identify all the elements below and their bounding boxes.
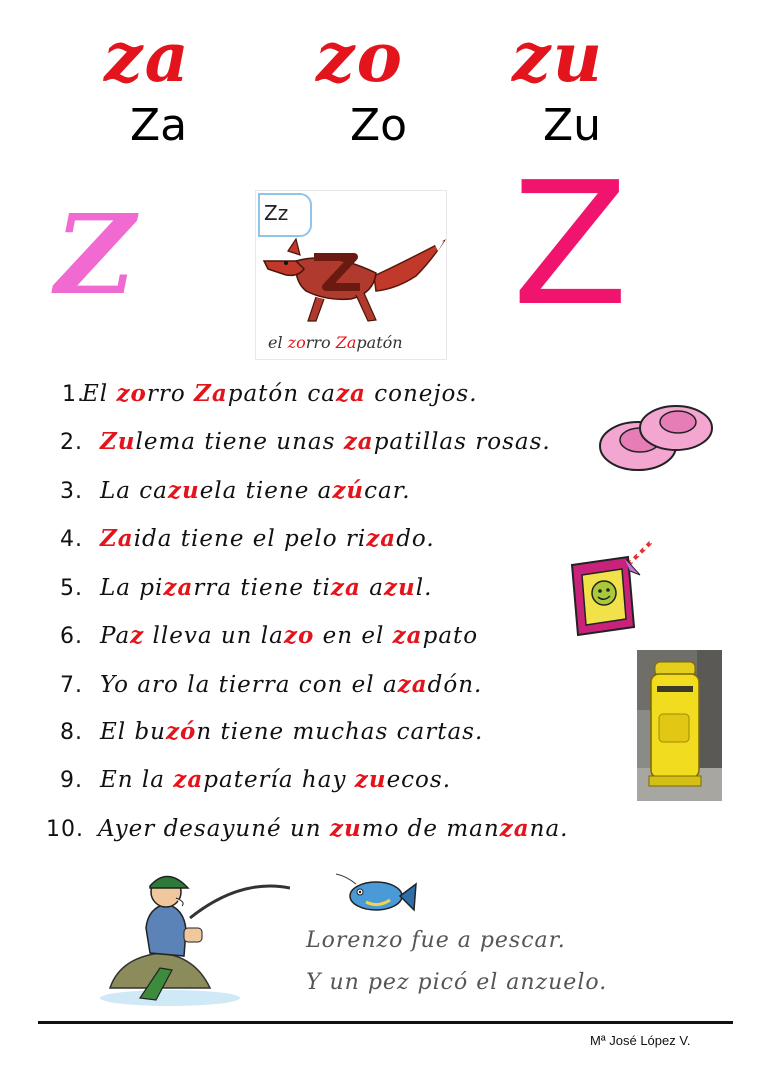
slippers-illustration (598, 398, 716, 478)
sentence-text: La ca (100, 478, 168, 504)
sentence-text: conejos. (365, 381, 478, 407)
syllable-highlight: z (130, 622, 145, 649)
sentence-text: rra tiene ti (193, 575, 331, 601)
sentence-text: pato (422, 623, 479, 649)
syllable-highlight: zú (332, 477, 365, 504)
syllable-highlight: zu (383, 574, 416, 601)
sentence-text: Yo aro la tierra con el a (100, 672, 398, 698)
sentence-line (46, 815, 568, 842)
sentence-text: n tiene muchas cartas. (196, 719, 484, 745)
big-print-letter: Z (512, 146, 629, 344)
sentence-text: dón. (427, 672, 483, 698)
sentence-text: Pa (100, 623, 131, 649)
syllable-highlight: za (173, 766, 204, 793)
syllable-highlight: Za (194, 380, 228, 407)
sentence-line (60, 766, 451, 793)
sentence-number: 5. (60, 576, 83, 601)
sentence-text: En la (100, 767, 174, 793)
syllable-highlight: za (397, 671, 428, 698)
syllable-cursive-za: za (104, 18, 191, 98)
syllable-highlight: za (499, 815, 530, 842)
syllable-highlight: za (163, 574, 194, 601)
sentence-line (60, 622, 478, 649)
sentence-line (62, 380, 478, 407)
sentence-text: lema tiene unas (135, 429, 344, 455)
syllable-highlight: zu (354, 766, 387, 793)
sentence-number: 8. (60, 720, 83, 745)
syllable-highlight: za (343, 428, 374, 455)
sentence-text: El bu (100, 719, 166, 745)
syllable-highlight: Za (100, 525, 134, 552)
zorro-card (255, 190, 447, 360)
sentence-text: mo de man (361, 816, 500, 842)
sentence-number: 3. (60, 479, 83, 504)
zorro-caption-part: el (268, 333, 288, 352)
sentence-text: do. (396, 526, 435, 552)
syllable-highlight: zó (166, 718, 197, 745)
zorro-caption-part: rro (305, 333, 336, 352)
fish-illustration (336, 866, 418, 924)
juice-box-illustration (568, 535, 658, 641)
syllable-highlight: za (366, 525, 397, 552)
syllable-highlight: za (330, 574, 361, 601)
zorro-caption (268, 333, 403, 352)
syllable-cursive-zu: zu (512, 18, 605, 98)
sentence-text: patería hay (203, 767, 355, 793)
sentence-text: patillas rosas. (373, 429, 551, 455)
zorro-caption-highlight: Za (335, 333, 357, 352)
sentence-number: 9. (60, 768, 83, 793)
syllable-highlight: za (392, 622, 423, 649)
sentence-number: 2. (60, 430, 83, 455)
sentence-text: rro (146, 381, 195, 407)
syllable-highlight: zu (167, 477, 200, 504)
sentence-number: 7. (60, 673, 83, 698)
sentence-text: car. (364, 478, 411, 504)
sentence-number: 10. (46, 817, 84, 842)
mailbox-photo (637, 650, 722, 801)
poem-line-2: Y un pez picó el anzuelo. (306, 970, 608, 995)
sentence-text: lleva un la (144, 623, 284, 649)
poem-line-1: Lorenzo fue a pescar. (306, 928, 566, 953)
sentence-line (60, 428, 551, 455)
footer-author: Mª José López V. (590, 1033, 691, 1048)
sentence-text: La pi (100, 575, 164, 601)
sentence-text: ela tiene a (199, 478, 333, 504)
syllable-print-zo: Zo (350, 100, 408, 151)
sentence-text: El (82, 381, 117, 407)
sentence-number: 6. (60, 624, 83, 649)
sentence-text: en el (314, 623, 393, 649)
zorro-caption-highlight: zo (287, 333, 306, 352)
fox-illustration (256, 221, 446, 331)
sentence-line (60, 477, 411, 504)
sentence-line (60, 525, 435, 552)
sentence-line (60, 671, 482, 698)
syllable-highlight: zu (329, 815, 362, 842)
fisherman-illustration (100, 858, 290, 1008)
sentence-number: 4. (60, 527, 83, 552)
sentence-text: ida tiene el pelo ri (133, 526, 367, 552)
syllable-highlight: zo (116, 380, 147, 407)
syllable-highlight: zo (283, 622, 315, 649)
sentence-text: Ayer desayuné un (98, 816, 330, 842)
sentence-text: ecos. (386, 767, 452, 793)
zorro-card-corner-label: Zz (264, 201, 289, 225)
sentence-text: patón ca (227, 381, 336, 407)
syllable-print-za: Za (130, 100, 188, 151)
sentence-line (60, 574, 432, 601)
footer-divider (38, 1021, 733, 1024)
zorro-caption-part: patón (356, 333, 403, 352)
big-cursive-letter: Z (55, 190, 136, 319)
sentence-text: na. (529, 816, 569, 842)
syllable-highlight: za (335, 380, 366, 407)
syllable-cursive-zo: zo (316, 18, 404, 98)
sentence-number: 1. (62, 382, 85, 407)
syllable-print-zu: Zu (543, 100, 602, 151)
sentence-text: a (360, 575, 384, 601)
sentence-line (60, 718, 483, 745)
syllable-highlight: Zu (100, 428, 136, 455)
sentence-text: l. (415, 575, 433, 601)
